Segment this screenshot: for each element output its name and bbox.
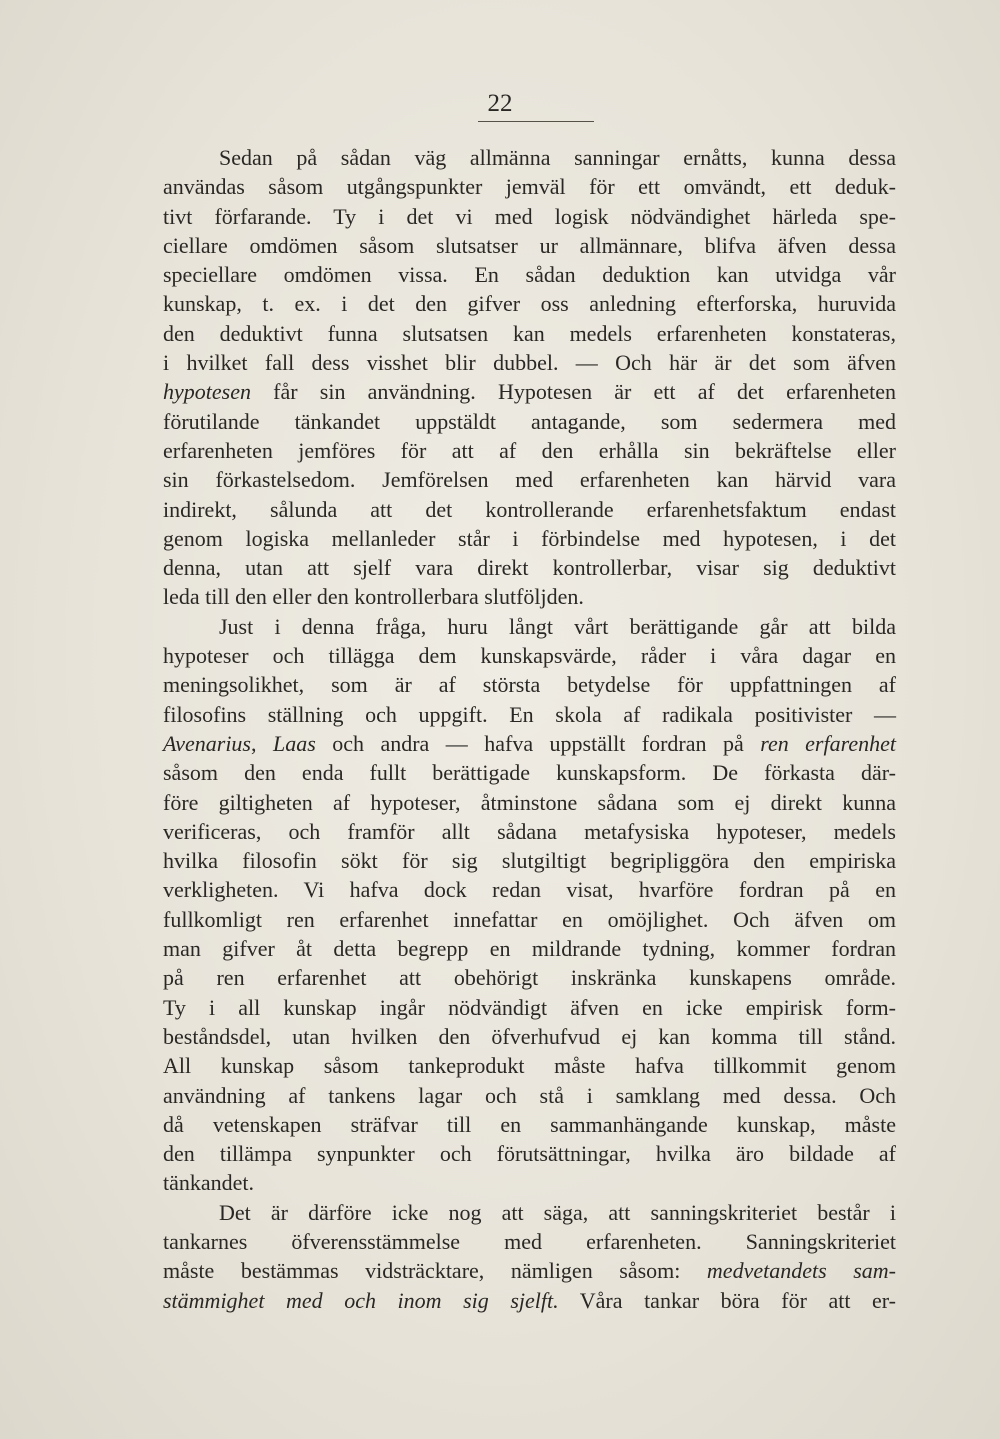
text-line: beståndsdel, utan hvilken den öfverhufvud ej kan komma till stånd. xyxy=(163,1023,896,1049)
text-line: på ren erfarenhet att obehörigt inskränka kunskapens område. xyxy=(163,965,896,991)
text-line: sin förkastelsedom. Jemförelsen med erfarenheten kan härvid vara xyxy=(163,467,896,493)
italic-text: stämmighet med och inom sig sjelft. xyxy=(163,1287,559,1313)
text-line: Sedan på sådan väg allmänna sanningar ernåtts, kunna dessa xyxy=(219,145,896,170)
italic-text: ren erfarenhet xyxy=(760,730,896,756)
italic-text: Avenarius xyxy=(163,730,251,756)
text-line: denna, utan att sjelf vara direkt kontrollerbar, visar sig deduktivt xyxy=(163,555,896,581)
text-line: användning af tankens lagar och stå i samklang med dessa. Och xyxy=(163,1082,896,1108)
text-line: indirekt, sålunda att det kontrollerande erfarenhetsfaktum endast xyxy=(163,496,896,522)
text-line: verkligheten. Vi hafva dock redan visat, hvarföre fordran på en xyxy=(163,877,896,903)
text-span: , xyxy=(251,730,273,756)
body-text xyxy=(163,143,896,1315)
header-rule xyxy=(478,121,594,122)
text-line: fullkomligt ren erfarenhet innefattar en omöjlighet. Och äfven om xyxy=(163,906,896,932)
text-line: meningsolikhet, som är af största betydelse för uppfattningen af xyxy=(163,672,896,698)
text-span: och andra — hafva uppställt fordran på xyxy=(315,730,761,756)
text-line xyxy=(163,729,896,758)
text-line: tivt förfarande. Ty i det vi med logisk nödvändighet härleda spe- xyxy=(163,203,896,229)
text-line: förutilande tänkandet uppstäldt antagande, som sedermera med xyxy=(163,408,896,434)
text-line: ciellare omdömen såsom slutsatser ur allmännare, blifva äfven dessa xyxy=(163,232,896,258)
text-span: får sin användning. Hypotesen är ett af det erfarenheten xyxy=(250,379,896,405)
italic-text: hypotesen xyxy=(163,379,251,405)
text-span: Våra tankar böra för att er- xyxy=(558,1287,896,1313)
text-line xyxy=(163,1256,896,1285)
text-line: kunskap, t. ex. i det den gifver oss anledning efterforska, huruvida xyxy=(163,291,896,317)
text-line: genom logiska mellanleder står i förbindelse med hypotesen, i det xyxy=(163,525,896,551)
text-line: Ty i all kunskap ingår nödvändigt äfven en icke empirisk form- xyxy=(163,994,896,1020)
text-line: filosofins ställning och uppgift. En skola af radikala positivister — xyxy=(163,701,896,727)
text-line: man gifver åt detta begrepp en mildrande tydning, kommer fordran xyxy=(163,936,896,962)
page-number: 22 xyxy=(487,90,513,117)
text-line: hvilka filosofin sökt för sig slutgiltigt begripliggöra den empiriska xyxy=(163,848,896,874)
text-line: Just i denna fråga, huru långt vårt berättigande går att bilda xyxy=(219,613,896,639)
italic-text: medvetandets sam- xyxy=(706,1258,896,1284)
text-line: verificeras, och framför allt sådana metafysiska hypoteser, medels xyxy=(163,818,896,844)
text-span: måste bestämmas vidsträcktare, nämligen såsom: xyxy=(163,1258,707,1284)
text-line: hypoteser och tillägga dem kunskapsvärde, råder i våra dagar en xyxy=(163,643,896,669)
text-line: tankarnes öfverensstämmelse med erfarenheten. Sanningskriteriet xyxy=(163,1228,896,1254)
text-line: den deduktivt funna slutsatsen kan medels erfarenheten konstateras, xyxy=(163,320,896,346)
text-line: i hvilket fall dess visshet blir dubbel. — Och här är det som äfven xyxy=(163,350,896,376)
text-line: leda till den eller den kontrollerbara slutföljden. xyxy=(163,584,584,610)
italic-text: Laas xyxy=(272,730,316,756)
text-line: då vetenskapen sträfvar till en sammanhängande kunskap, måste xyxy=(163,1111,896,1137)
text-line: användas såsom utgångspunkter jemväl för ett omvändt, ett deduk- xyxy=(163,174,896,200)
text-line: All kunskap såsom tankeprodukt måste hafva tillkommit genom xyxy=(163,1053,896,1079)
text-line: erfarenheten jemföres för att af den erhålla sin bekräftelse eller xyxy=(163,437,896,463)
text-line xyxy=(163,377,896,406)
text-line: såsom den enda fullt berättigade kunskapsform. De förkasta där- xyxy=(163,760,896,786)
text-line: speciellare omdömen vissa. En sådan deduktion kan utvidga vår xyxy=(163,262,896,288)
text-line: före giltigheten af hypoteser, åtminstone sådana som ej direkt kunna xyxy=(163,789,896,815)
text-line: den tillämpa synpunkter och förutsättningar, hvilka äro bildade af xyxy=(163,1141,896,1167)
text-line xyxy=(163,1286,896,1315)
text-line: Det är därföre icke nog att säga, att sanningskriteriet består i xyxy=(219,1199,896,1225)
text-line: tänkandet. xyxy=(163,1170,255,1196)
